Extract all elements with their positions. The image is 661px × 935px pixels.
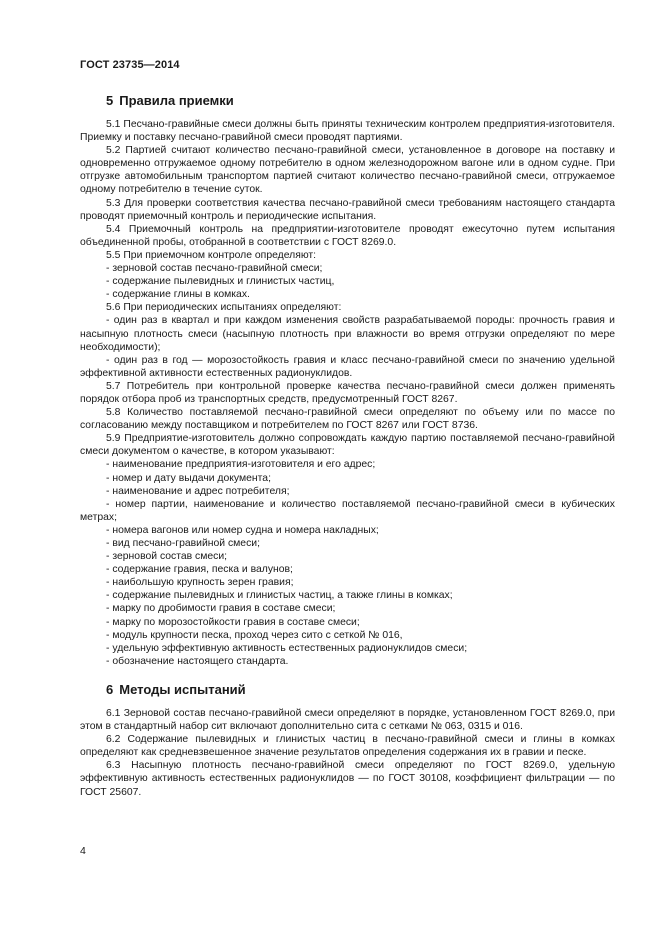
paragraph: 5.8 Количество поставляемой песчано-гравийной смеси определяют по объему или по массе по согласованию между поставщиком и потребителем по ГОСТ 8267 или ГОСТ 8736. — [80, 407, 615, 432]
list-item: - вид песчано-гравийной смеси; — [106, 538, 260, 549]
paragraph: 6.1 Зерновой состав песчано-гравийной смеси определяют в порядке, установленном ГОСТ 8269.0, при этом в стандартный набор сит включают дополнительно сита с сетками № 063, 0315 и 016. — [80, 707, 615, 733]
list-item: - удельную эффективную активность естественных радионуклидов смеси; — [106, 642, 468, 654]
page-number: 4 — [80, 845, 86, 857]
paragraph: 5.6 При периодических испытаниях определяют: — [106, 302, 342, 314]
list-item: - марку по морозостойкости гравия в составе смеси; — [106, 616, 360, 628]
list-item: - зерновой состав песчано-гравийной смеси; — [106, 263, 323, 275]
section-6-heading — [106, 682, 615, 697]
document-header: ГОСТ 23735—2014 — [80, 59, 180, 71]
list-item: - содержание гравия, песка и валунов; — [106, 564, 293, 576]
section-5-heading — [106, 93, 615, 108]
list-item: - наименование и адрес потребителя; — [106, 485, 290, 497]
list-item: - модуль крупности песка, проход через сито с сеткой № 016, — [106, 629, 403, 641]
list-item: - номер и дату выдачи документа; — [106, 472, 271, 484]
list-item: - содержание пылевидных и глинистых частиц, — [106, 276, 335, 288]
list-item: - обозначение настоящего стандарта. — [106, 655, 289, 667]
paragraph: 5.2 Партией считают количество песчано-гравийной смеси, установленное в договоре на поставку и одновременно отгружаемое одному потребителю в одном железнодорожном вагоне или в одном судне. При отгрузке автомобильным транспортом партией считают количество песчано-гравийной смеси, отгружаемое одному потребителю в течение суток. — [80, 145, 615, 196]
list-item: - марку по дробимости гравия в составе смеси; — [106, 603, 336, 615]
paragraph: 6.2 Содержание пылевидных и глинистых частиц в песчано-гравийной смеси и глины в комках определяют как средневзвешенное значение результатов определения содержания их в гравии и песке. — [80, 734, 615, 759]
document-body — [80, 93, 615, 799]
paragraph: 5.3 Для проверки соответствия качества песчано-гравийной смеси требованиям настоящего стандарта проводят приемочный контроль и периодические испытания. — [80, 197, 615, 222]
section-6-body — [80, 707, 615, 799]
list-item: - содержание глины в комках. — [106, 289, 250, 301]
list-item: - зерновой состав смеси; — [106, 551, 228, 563]
section-6-number: 6 — [106, 681, 114, 697]
section-5-title: Правила приемки — [119, 93, 234, 108]
paragraph: 5.7 Потребитель при контрольной проверке качества песчано-гравийной смеси должен применять порядок отбора проб из транспортных средств, предусмотренный ГОСТ 8267. — [80, 380, 615, 405]
section-6-title: Методы испытаний — [119, 681, 246, 697]
paragraph: 5.9 Предприятие-изготовитель должно сопровождать каждую партию поставляемой песчано-гравийной смеси документом о качестве, в котором указывают: — [80, 433, 615, 458]
list-item: - один раз в квартал и при каждом изменения свойств разрабатываемой породы: прочность гравия и насыпную плотность смеси (насыпную плотность при влажности во время отгрузки определяют по мере необходимости); — [80, 315, 615, 353]
paragraph: 5.5 При приемочном контроле определяют: — [106, 249, 317, 261]
paragraph: 6.3 Насыпную плотность песчано-гравийной смеси определяют по ГОСТ 8269.0, удельную эффективную активность естественных радионуклидов — по ГОСТ 30108, коэффициент фильтрации — по ГОСТ 25607. — [80, 760, 615, 798]
list-item: - номер партии, наименование и количество поставляемой песчано-гравийной смеси в кубических метрах; — [80, 498, 615, 523]
section-5-number: 5 — [106, 93, 114, 108]
list-item: - наибольшую крупность зерен гравия; — [106, 577, 294, 589]
list-item: - один раз в год — морозостойкость гравия и класс песчано-гравийной смеси по значению удельной эффективной активности естественных радионуклидов. — [80, 354, 615, 379]
list-item: - номера вагонов или номер судна и номера накладных; — [106, 524, 379, 536]
paragraph: 5.1 Песчано-гравийные смеси должны быть приняты техническим контролем предприятия-изготовителя. Приемку и поставку песчано-гравийной смеси проводят партиями. — [80, 119, 615, 144]
section-5-body — [80, 118, 615, 668]
list-item: - содержание пылевидных и глинистых частиц, а также глины в комках; — [106, 590, 453, 602]
paragraph: 5.4 Приемочный контроль на предприятии-изготовителе проводят ежесуточно путем испытания объединенной пробы, отобранной в соответствии с ГОСТ 8269.0. — [80, 223, 615, 248]
list-item: - наименование предприятия-изготовителя и его адрес; — [106, 459, 376, 471]
